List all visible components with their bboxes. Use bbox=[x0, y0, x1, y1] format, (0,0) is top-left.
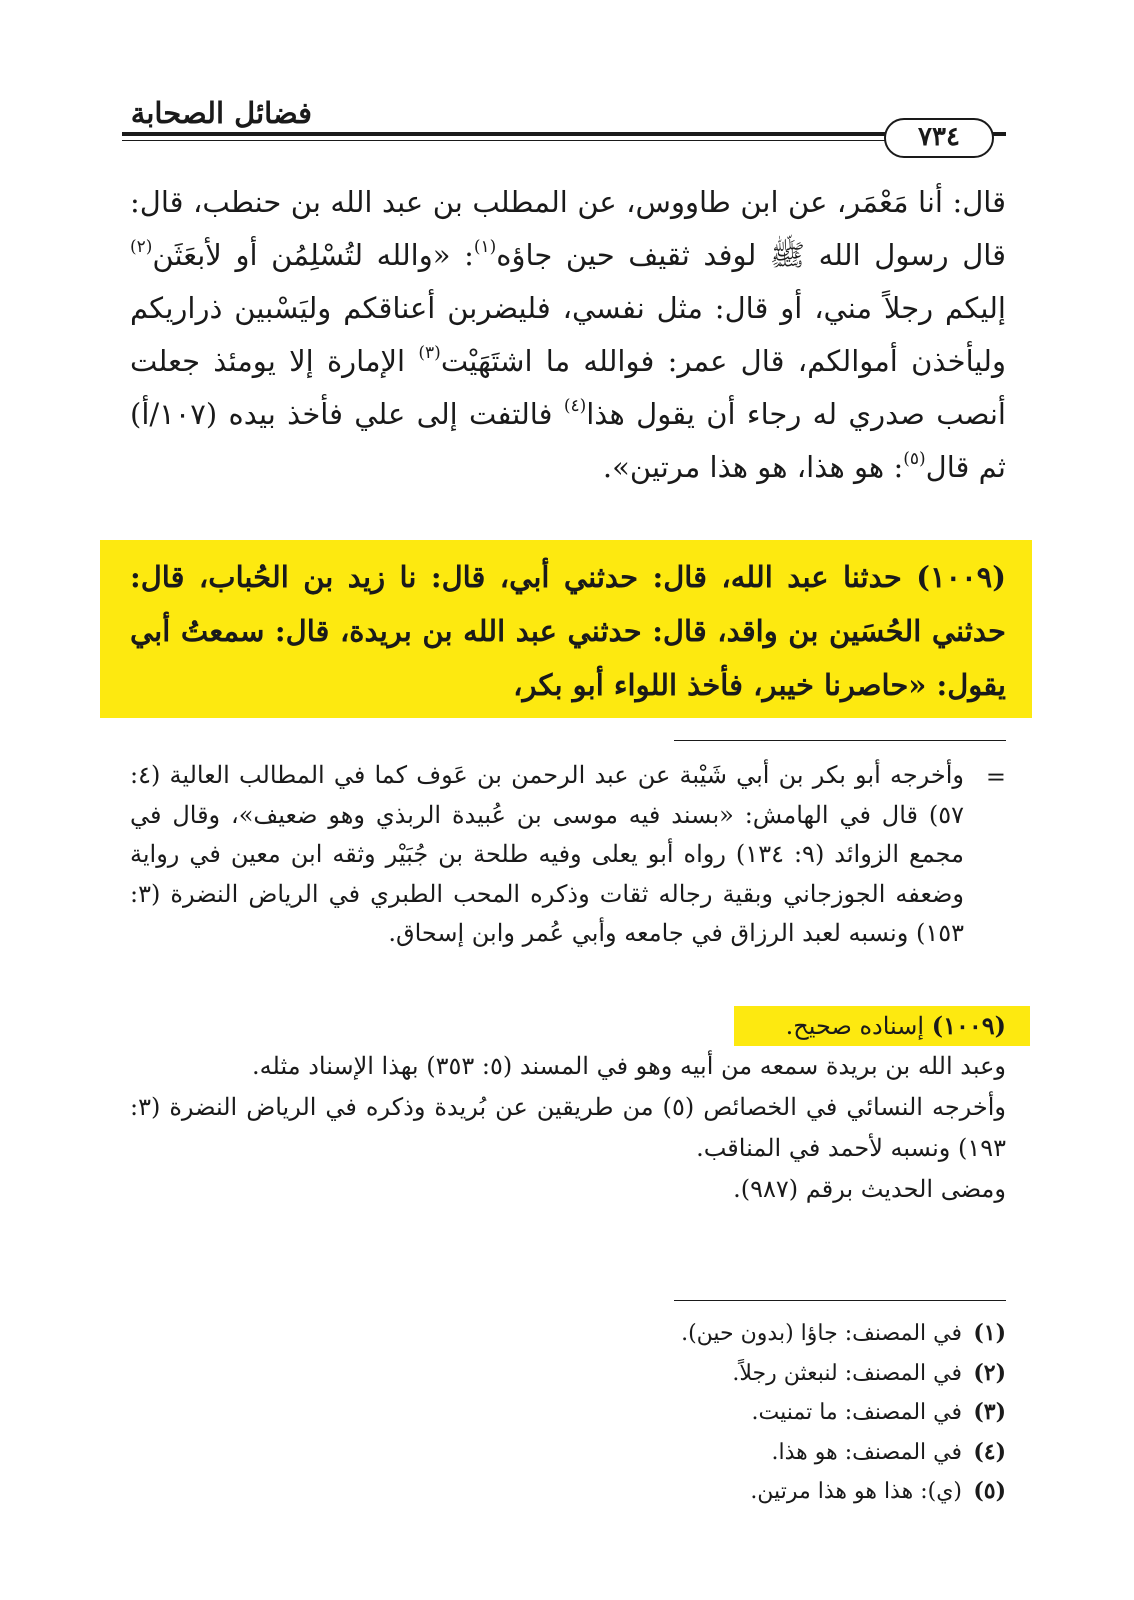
footnote-text: (ي): هذا هو هذا مرتين. bbox=[750, 1479, 962, 1504]
footnote-number: (١) bbox=[973, 1320, 1006, 1346]
continuation-mark: = bbox=[985, 763, 1006, 791]
hadith-paragraph bbox=[130, 550, 1006, 712]
grading-line bbox=[786, 1006, 1006, 1046]
header-rule-thin bbox=[122, 140, 917, 141]
notes-separator bbox=[674, 740, 1006, 741]
footnote-text: في المصنف: لنبعثن رجلاً. bbox=[732, 1360, 962, 1386]
main-text bbox=[130, 176, 1006, 494]
hadith-block bbox=[130, 550, 1006, 712]
commentary-block-2 bbox=[130, 1046, 1006, 1210]
commentary-block bbox=[130, 756, 1006, 954]
main-text-part-b: : «والله لتُسْلِمُن أو لأبعَثَن bbox=[152, 238, 474, 272]
commentary-paragraph-4: ومضى الحديث برقم (٩٨٧). bbox=[733, 1175, 1006, 1203]
hadith-number: (١٠٠٩) bbox=[916, 560, 1006, 594]
commentary-paragraph-3: وأخرجه النسائي في الخصائص (٥) من طريقين عن بُريدة وذكره في الرياض النضرة (٣: ١٩٣) ونسبه لأحمد في المناقب. bbox=[130, 1093, 1007, 1162]
commentary-paragraph-2: وعبد الله بن بريدة سمعه من أبيه وهو في المسند (٥: ٣٥٣) بهذا الإسناد مثله. bbox=[252, 1052, 1006, 1080]
running-title: فضائل الصحابة bbox=[130, 96, 312, 130]
footnote-ref-1: (١) bbox=[473, 237, 497, 257]
footnote-ref-5: (٥) bbox=[903, 449, 926, 469]
footnote-ref-4: (٤) bbox=[563, 396, 587, 416]
header-rule bbox=[122, 132, 1006, 136]
main-text-part-d: الإمارة إلا يومئذ جعلت أنصب صدري له رجاء أن يقول هذا bbox=[130, 344, 1006, 431]
footnote-ref-2: (٢) bbox=[130, 237, 153, 257]
grading-text: إسناده صحيح. bbox=[785, 1012, 925, 1040]
footnote-number: (٤) bbox=[973, 1438, 1006, 1465]
main-text-part-c: إليكم رجلاً مني، أو قال: مثل نفسي، فليضربن أعناقكم وليَسْبين ذراريكم وليأخذن أموالكم، قال عمر: فوالله ما اشتَهَيْت bbox=[130, 291, 1007, 378]
grading-number: (١٠٠٩) bbox=[931, 1011, 1006, 1040]
footnote-number: (٣) bbox=[973, 1399, 1006, 1425]
main-text-part-f: : هو هذا، هو هذا مرتين». bbox=[602, 450, 904, 484]
footnote-text: في المصنف: جاؤا (بدون حين). bbox=[681, 1321, 962, 1346]
footnote-item bbox=[130, 1314, 1006, 1354]
hadith-body: حدثنا عبد الله، قال: حدثني أبي، قال: نا زيد بن الحُباب، قال: حدثني الحُسَين بن واقد، قال: حدثني عبد الله بن بريدة، قال: سمعتُ أبي يقول: «حاصرنا خيبر، فأخذ اللواء أبو بكر، bbox=[130, 560, 1006, 702]
main-text-part-a: قال: أنا مَعْمَر، عن ابن طاووس، عن المطلب بن عبد الله بن حنطب، قال: قال رسول الله ﷺ لوفد ثقيف حين جاؤه bbox=[130, 185, 1006, 272]
footnote-text: في المصنف: هو هذا. bbox=[771, 1439, 962, 1465]
footnote-ref-3: (٣) bbox=[418, 343, 441, 363]
footnotes bbox=[130, 1314, 1006, 1512]
footnote-item bbox=[130, 1393, 1006, 1433]
footnote-number: (٢) bbox=[973, 1359, 1006, 1386]
footnote-item bbox=[130, 1433, 1006, 1473]
footnote-item bbox=[130, 1472, 1006, 1512]
main-text-part-e: فالتفت إلى علي فأخذ بيده (١٠٧/أ) ثم قال bbox=[130, 397, 1006, 484]
footnotes-separator bbox=[674, 1300, 1006, 1301]
main-paragraph bbox=[130, 176, 1006, 494]
footnote-item bbox=[130, 1354, 1006, 1394]
commentary-paragraph-1: وأخرجه أبو بكر بن أبي شَيْبة عن عبد الرحمن بن عَوف كما في المطالب العالية (٤: ٥٧) قال في الهامش: «بسند فيه موسى بن عُبيدة الربذي وهو ضعيف»، وقال في مجمع الزوائد (٩: ١٣٤) رواه أبو يعلى وفيه طلحة بن جُبَيْر وثقه ابن معين في رواية وضعفه الجوزجاني وبقية رجاله ثقات وذكره المحب الطبري في الرياض النضرة (٣: ١٥٣) ونسبه لعبد الرزاق في جامعه وأبي عُمر وابن إسحاق. bbox=[130, 761, 965, 947]
footnote-text: في المصنف: ما تمنيت. bbox=[751, 1400, 962, 1425]
footnote-number: (٥) bbox=[973, 1478, 1006, 1504]
page-number: ٧٣٤ bbox=[884, 118, 994, 158]
